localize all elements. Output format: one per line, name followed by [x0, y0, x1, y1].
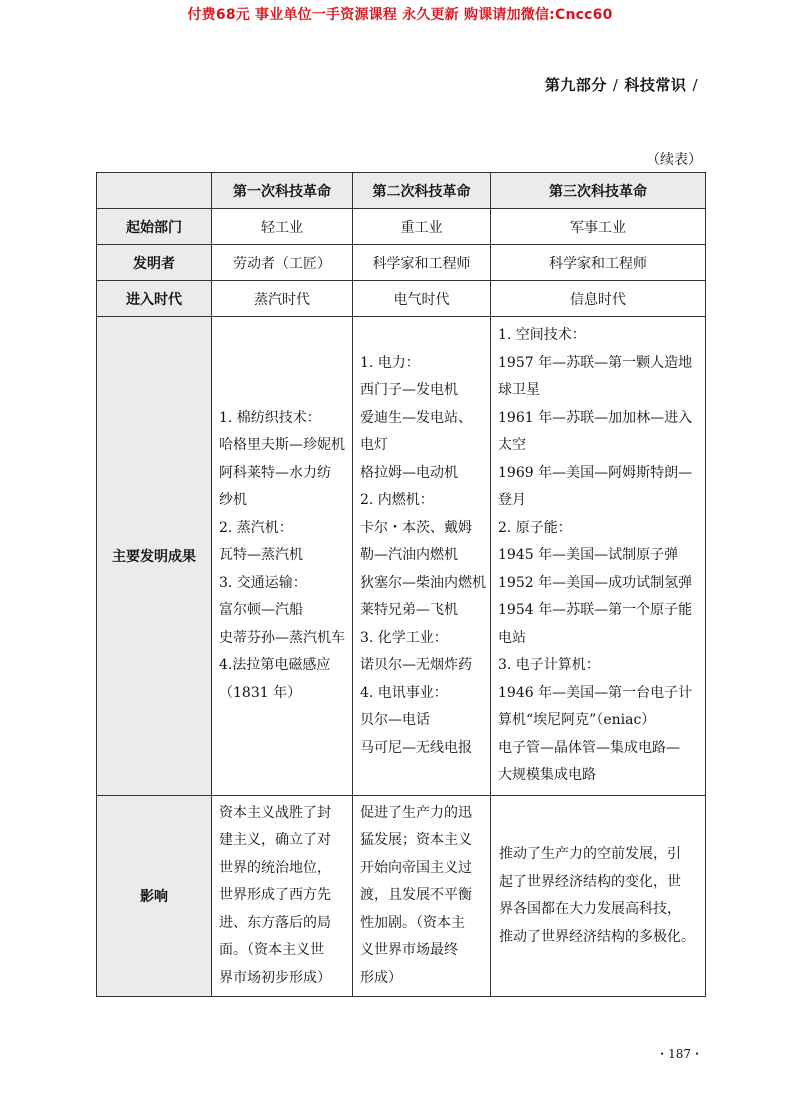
column-header-first: 第一次科技革命	[212, 173, 353, 209]
page-number: ・187・	[656, 1047, 703, 1061]
cell-line: 资本主义战胜了封	[219, 804, 331, 821]
tech-revolution-table	[96, 172, 706, 997]
cell-line: 勒—汽油内燃机	[360, 547, 458, 564]
row-header-era: 进入时代	[97, 281, 212, 317]
cell-line: 登月	[498, 492, 526, 509]
cell-line: 1946 年—美国—第一台电子计	[498, 684, 693, 701]
impact-second-text	[353, 797, 490, 996]
topic-label: 科技常识	[624, 76, 687, 94]
cell-line: 卡尔・本茨、戴姆	[360, 519, 472, 536]
corner-cell	[97, 173, 212, 209]
section-header	[545, 74, 704, 95]
cell-line: 太空	[498, 437, 526, 454]
cell-line: 2. 内燃机：	[360, 492, 434, 509]
cell-line: 1945 年—美国—试制原子弹	[498, 547, 679, 564]
row-header-inventions: 主要发明成果	[97, 317, 212, 796]
cell-line: 格拉姆—电动机	[360, 464, 458, 481]
inventions-first-cell	[212, 317, 353, 796]
table-row	[97, 209, 706, 245]
cell-line: 建主义，确立了对	[219, 832, 331, 849]
row-header-impact: 影响	[97, 796, 212, 997]
cell-line: 面。（资本主义世	[219, 942, 324, 959]
cell-line: 1. 电力：	[360, 354, 420, 371]
table-row	[97, 796, 706, 997]
row-header-inventors: 发明者	[97, 245, 212, 281]
column-header-third: 第三次科技革命	[491, 173, 706, 209]
table-cell: 信息时代	[491, 281, 706, 317]
inventions-second-list	[353, 346, 490, 767]
cell-line: 瓦特—蒸汽机	[219, 547, 303, 564]
impact-third-text	[491, 841, 705, 951]
cell-line: 世界的统治地位，	[219, 859, 331, 876]
table-cell: 重工业	[353, 209, 491, 245]
cell-line: 界各国都在大力发展高科技，	[499, 901, 681, 917]
cell-line: 2. 蒸汽机：	[219, 519, 293, 536]
separator: /	[612, 76, 619, 94]
separator-end: /	[692, 76, 698, 94]
cell-line: 1961 年—苏联—加加林—进入	[498, 409, 693, 426]
cell-line: 2. 原子能：	[498, 519, 572, 536]
cell-line: 史蒂芬孙—蒸汽机车	[219, 629, 345, 646]
cell-line: 1952 年—美国—成功试制氢弹	[498, 574, 693, 591]
cell-line: 性加剧。（资本主	[360, 914, 465, 931]
cell-line: 推动了生产力的空前发展，引	[499, 846, 681, 862]
cell-line: 富尔顿—汽船	[219, 602, 303, 619]
inventions-third-cell	[491, 317, 706, 796]
cell-line: 渡，且发展不平衡	[360, 887, 472, 904]
cell-line: 电子管—晶体管—集成电路—	[498, 739, 680, 756]
impact-second-cell	[353, 796, 491, 997]
column-header-second: 第二次科技革命	[353, 173, 491, 209]
table-cell: 劳动者（工匠）	[212, 245, 353, 281]
inventions-second-cell	[353, 317, 491, 796]
inventions-third-list	[491, 318, 705, 794]
table-row	[97, 281, 706, 317]
impact-third-cell	[491, 796, 706, 997]
cell-line: 纱机	[219, 492, 247, 509]
cell-line: 3. 化学工业：	[360, 629, 448, 646]
table-row	[97, 245, 706, 281]
cell-line: 3. 电子计算机：	[498, 657, 600, 674]
cell-line: 阿科莱特—水力纺	[219, 464, 331, 481]
table-cell: 轻工业	[212, 209, 353, 245]
cell-line: 贝尔—电话	[360, 712, 430, 729]
table-header-row	[97, 173, 706, 209]
cell-line: 爱迪生—发电站、	[360, 409, 472, 426]
cell-line: 球卫星	[498, 382, 540, 399]
cell-line: 形成）	[360, 969, 402, 986]
cell-line: 算机“埃尼阿克”（eniac）	[498, 712, 656, 729]
cell-line: 1969 年—美国—阿姆斯特朗—	[498, 464, 693, 481]
table-row	[97, 317, 706, 796]
cell-line: 1. 棉纺织技术：	[219, 409, 321, 426]
promo-banner: 付费68元 事业单位一手资源课程 永久更新 购课请加微信:Cncc60	[187, 7, 613, 23]
cell-line: 电灯	[360, 437, 388, 454]
cell-line: 1. 空间技术：	[498, 327, 586, 344]
cell-line: 诺贝尔—无烟炸药	[360, 657, 472, 674]
table-cell: 军事工业	[491, 209, 706, 245]
cell-line: 大规模集成电路	[498, 767, 596, 784]
cell-line: 1954 年—苏联—第一个原子能	[498, 602, 693, 619]
cell-line: 哈格里夫斯—珍妮机	[219, 437, 345, 454]
table-cell: 电气时代	[353, 281, 491, 317]
row-header-start-sector: 起始部门	[97, 209, 212, 245]
cell-line: 电站	[498, 629, 526, 646]
cell-line: 西门子—发电机	[360, 382, 458, 399]
table-cell: 科学家和工程师	[353, 245, 491, 281]
cell-line: 3. 交通运输：	[219, 574, 307, 591]
cell-line: 推动了世界经济结构的多极化。	[499, 928, 695, 945]
cell-line: 1957 年—苏联—第一颗人造地	[498, 354, 693, 371]
cell-line: （1831 年）	[219, 684, 302, 701]
cell-line: 进、东方落后的局	[219, 914, 331, 931]
table-cell: 蒸汽时代	[212, 281, 353, 317]
cell-line: 世界形成了西方先	[219, 887, 331, 904]
inventions-first-list	[212, 401, 352, 712]
impact-first-cell	[212, 796, 353, 997]
cell-line: 界市场初步形成）	[219, 969, 331, 986]
cell-line: 猛发展；资本主义	[360, 832, 472, 849]
continued-label: （续表）	[646, 152, 702, 168]
cell-line: 狄塞尔—柴油内燃机	[360, 574, 486, 591]
impact-first-text	[212, 797, 352, 996]
table-cell: 科学家和工程师	[491, 245, 706, 281]
cell-line: 4.法拉第电磁感应	[219, 657, 331, 674]
cell-line: 起了世界经济结构的变化，世	[499, 873, 681, 890]
cell-line: 莱特兄弟—飞机	[360, 602, 458, 619]
cell-line: 马可尼—无线电报	[360, 739, 472, 756]
part-label: 第九部分	[544, 76, 607, 94]
cell-line: 促进了生产力的迅	[360, 804, 472, 821]
cell-line: 义世界市场最终	[360, 942, 458, 959]
cell-line: 4. 电讯事业：	[360, 684, 448, 701]
cell-line: 开始向帝国主义过	[360, 859, 472, 876]
